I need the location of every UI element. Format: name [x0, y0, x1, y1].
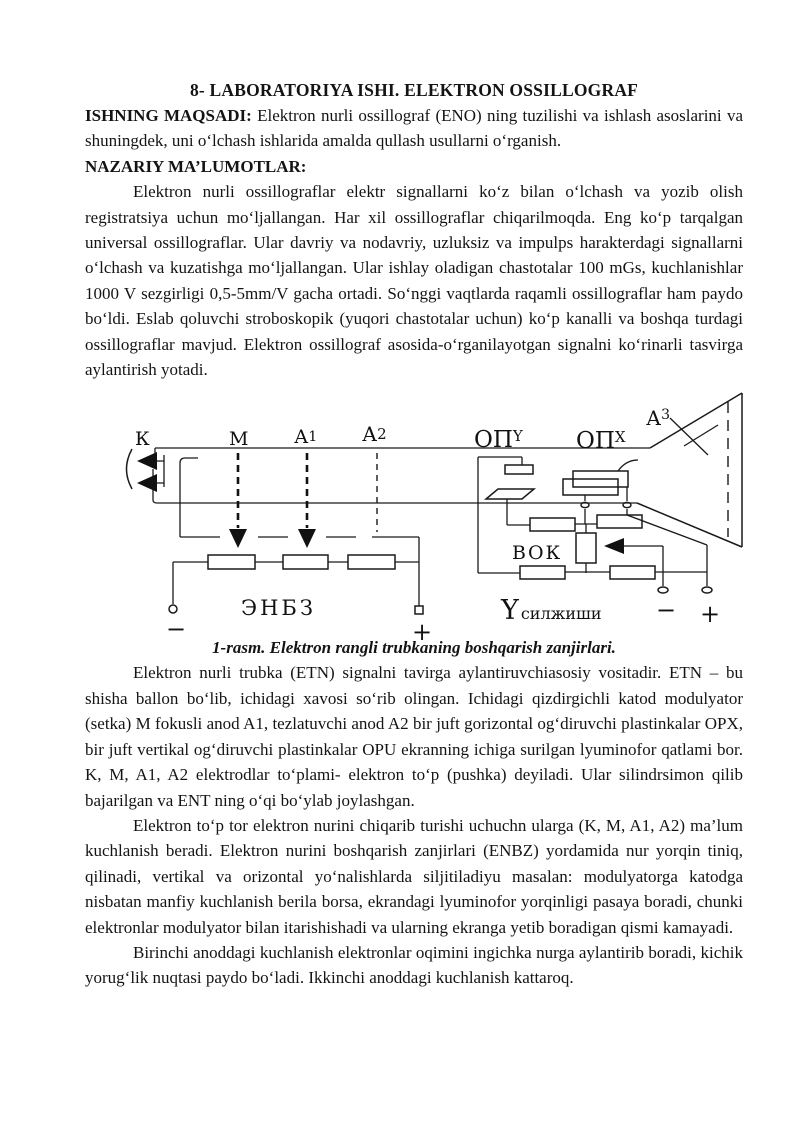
paragraph-theory-3: Elektron to‘p tor elektron nurini chiqarib turishi uchuchn ularga (K, M, A1, A2) ma’lum kuchlanish beradi. Elektron nurini boshqarish zanjirlari (ENBZ) yordamida nur yorqin tiniq, qilinadi, vertikal va orizontal yo‘nalishlarda siljitiladiyu masalan: modulyatorga katodga nisbatan manfiy kuchlanish berila borsa, ekrandagi lyuminofor yorqinligi pasaya boradi, chunki elektronlar modulyator bilan itarishishadi va ularning ekranga yetib boradigan qismi kamayadi.: [85, 815, 743, 937]
terminal-plus-left: +: [412, 618, 433, 647]
label-bok: ВОК: [512, 542, 563, 565]
label-plates-opx: $ОП^X$: [576, 428, 626, 455]
diagram-labels: [135, 406, 720, 646]
paragraph-maqsad: [85, 103, 743, 154]
label-anode-a3: $А^3$: [646, 406, 671, 431]
label-anode-a1: А1: [294, 426, 318, 449]
page-title: 8- LABORATORIYA ISHI. ELEKTRON OSSILLOGRAF: [189, 80, 639, 100]
label-cathode-k: К: [135, 428, 150, 451]
terminal-minus-left: −: [166, 615, 187, 644]
crt-control-circuit-svg: [110, 385, 790, 645]
label-plates-opy: $ОП^Y$: [474, 427, 523, 454]
terminal-minus-right: −: [656, 596, 677, 625]
terminal-plus-right: +: [700, 600, 721, 629]
paragraph-theory-1: Elektron nurli ossillograflar elektr signallarni ko‘z bilan o‘lchash va yozib olish registratsiya uchun mo‘ljallangan. Har xil ossillograflar chiqarilmoqda. Eng ko‘p tarqalgan universal ossillograflar. Ular davriy va nodavriy, uzluksiz va impulps harakterdagi signallarni o‘lchash va kuzatishga mo‘ljallangan. Ular ishlay oladigan chastotalar 100 mGs, kuchlanishlar 1000 V sezgirligi 0,5-5mm/V gacha ortadi. So‘nggi vaqtlarda raqamli ossillograflar ham paydo bo‘ldi. Eslab qoluvchi stroboskopik (yuqori chastotalar uchun) ko‘p kanalli va boshqa turdagi ossillograflar mavjud. Elektron ossillograf asosida-o‘rganilayotgan signalni ko‘rinarli tasvirga aylantirish yotadi.: [85, 182, 743, 380]
paragraph-theory-2: Elektron nurli trubka (ETN) signalni tavirga aylantiruvchiasosiy vositadir. ETN – bu shisha ballon bo‘lib, ichidagi xavosi so‘rib olingan. Ichidagi qizdirgichli katod modulyator (setka) M fokusli anod A1, tezlatuvchi anod A2 bir juft gorizontal og‘diruvchi plastinkalar OPX, bir juft vertikal og‘diruvchi plastinkalar OPU ekranning ichiga surilgan lyuminofor qatlami bor. K, M, A1, A2 elektrodlar to‘plami- elektron to‘p (pushka) deyiladi. Ular silindrsimon qilib bajarilgan va ENT ning o‘qi bo‘ylab joylashgan.: [85, 663, 743, 810]
maqsad-label: ISHNING MAQSADI:: [85, 106, 252, 125]
paragraph-theory-4: Birinchi anoddagi kuchlanish elektronlar oqimini ingichka nurga aylantirib boradi, kichik yorug‘lik nuqtasi paydo bo‘ladi. Ikkinchi anoddagi kuchlanish kattaroq.: [85, 942, 743, 988]
nazariy-heading: NAZARIY MA’LUMOTLAR:: [85, 156, 307, 176]
label-modulator-m: М: [229, 428, 249, 451]
figure-circuit-diagram: [85, 385, 743, 647]
label-y-shift: Yсилжиши: [501, 595, 602, 627]
figure-caption: 1-rasm. Elektron rangli trubkaning boshqarish zanjirlari.: [212, 638, 616, 658]
label-anode-a2: А2: [362, 422, 387, 447]
maqsad-text: Elektron nurli ossillograf (ENO) ning tuzilishi va ishlash asoslarini va shuningdek, uni o‘lchash ishlarida amalda qullash usullarni o‘rganish.: [85, 106, 743, 151]
label-enbz: ЭНБЗ: [241, 596, 316, 621]
